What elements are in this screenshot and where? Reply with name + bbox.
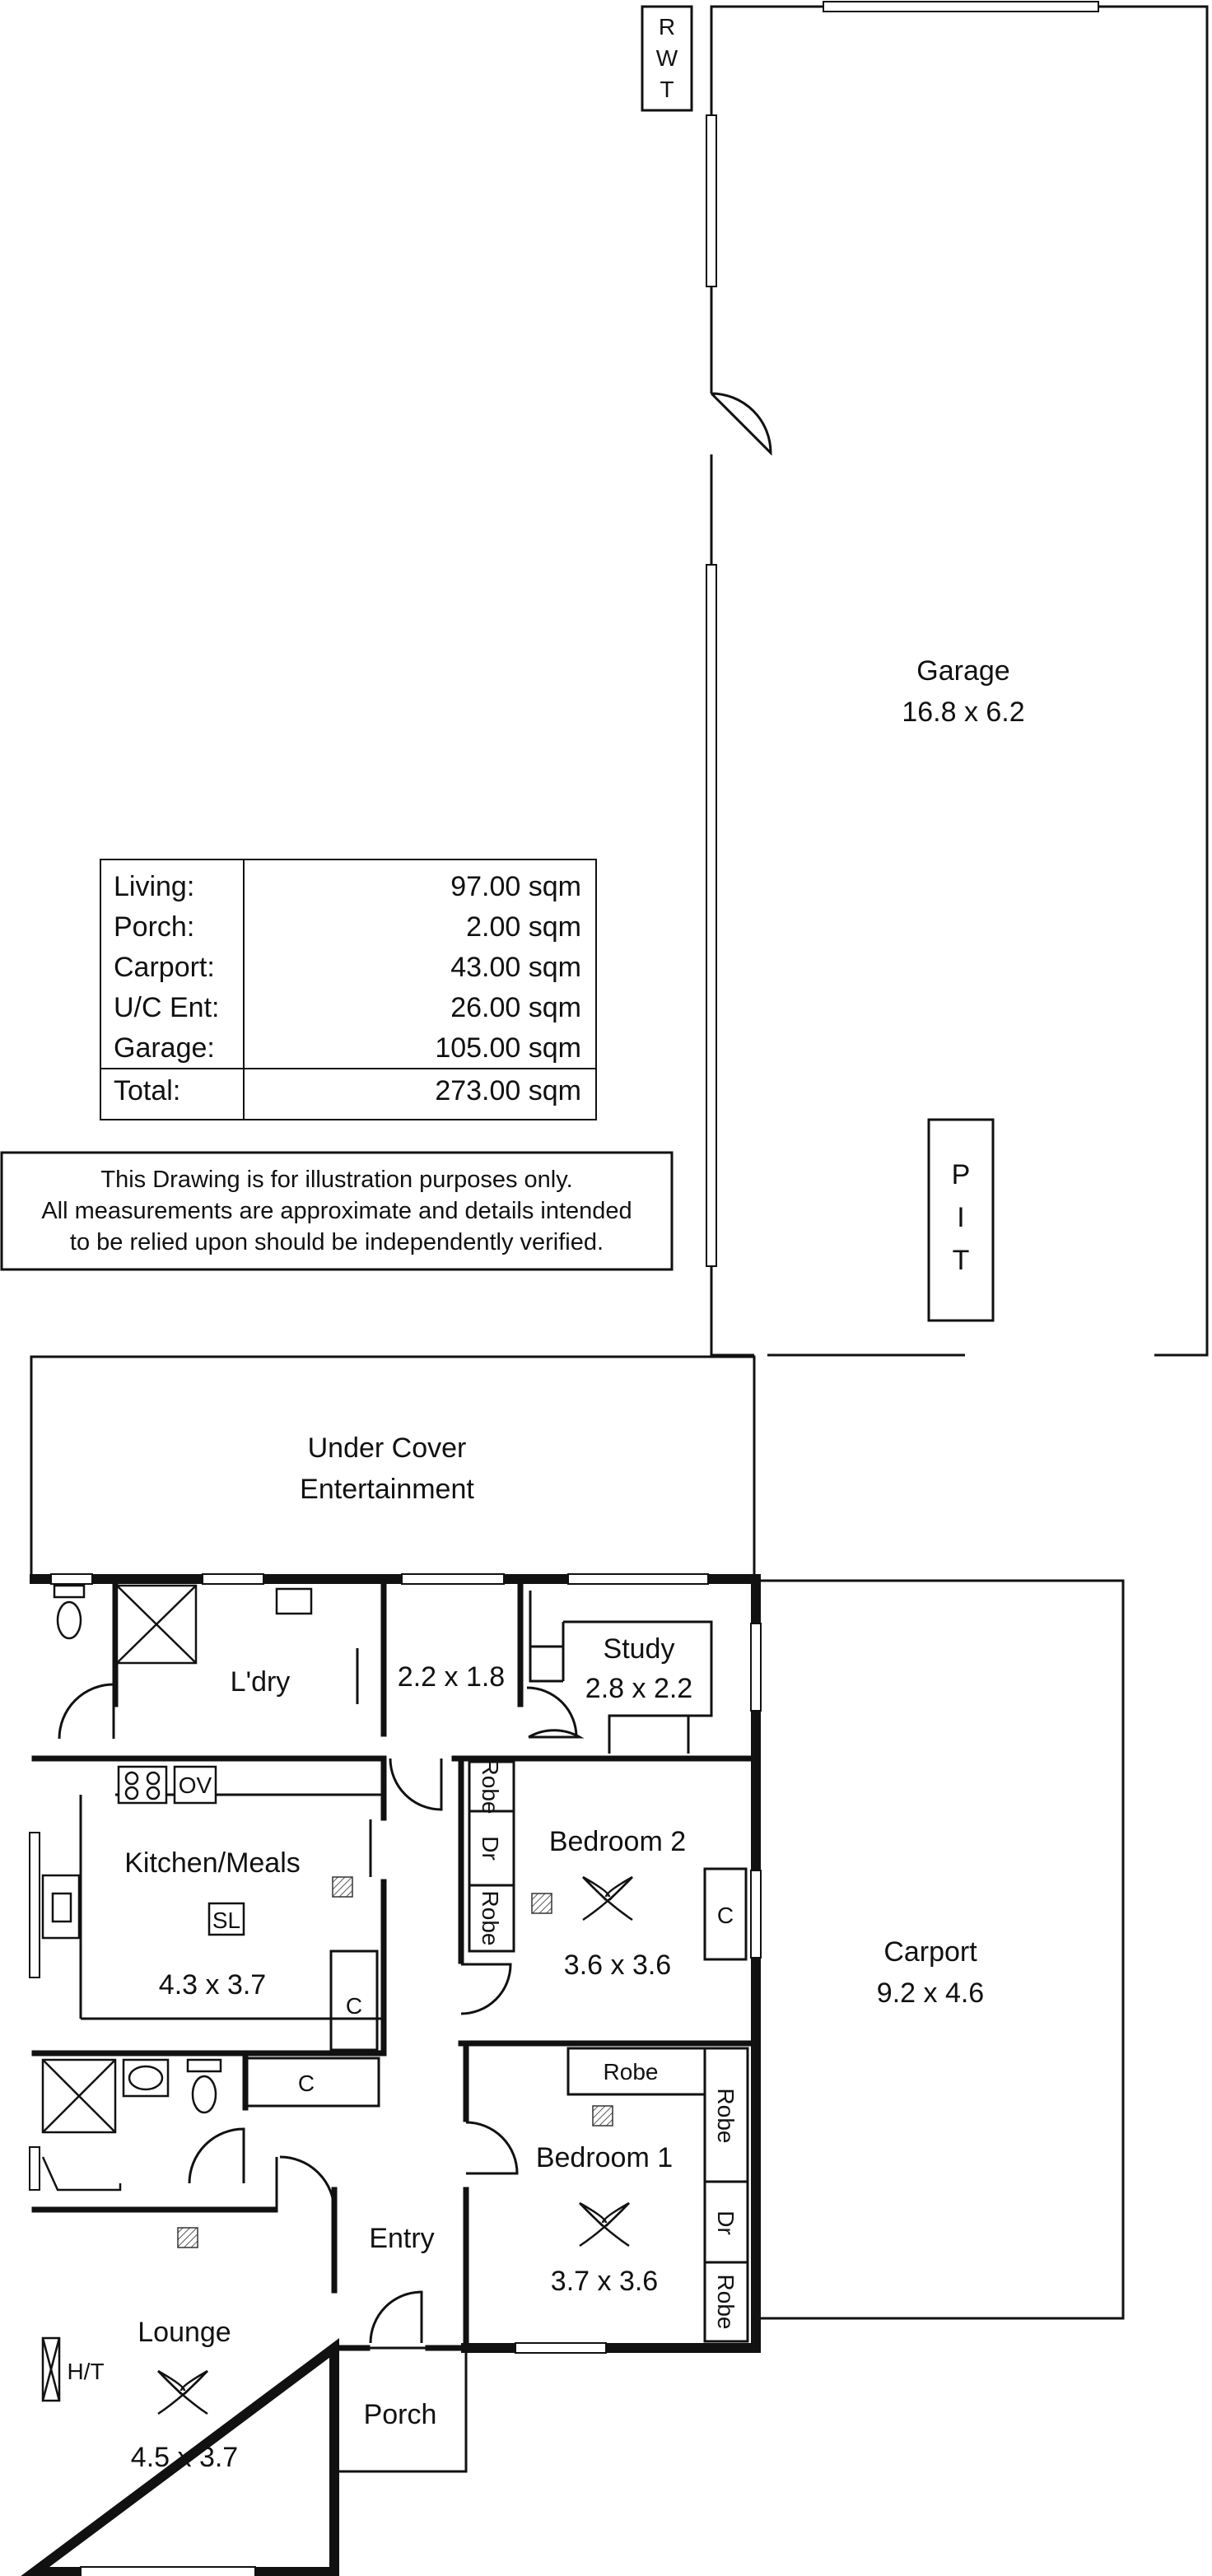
light-icon (532, 1894, 552, 1913)
hall-door (390, 1758, 441, 1810)
rwt-letter-r: R (658, 14, 676, 40)
area-value-garage: 105.00 sqm (435, 1032, 581, 1064)
vanity-icon (43, 2157, 120, 2190)
bedroom-1-robe-right-bottom: Robe (713, 2274, 739, 2330)
cooktop-icon (119, 1767, 166, 1803)
bedroom-1-label: Bedroom 1 (535, 2142, 674, 2173)
kitchen-cupboard-label: C (345, 1993, 363, 2019)
light-icon (333, 1877, 352, 1897)
heater-icon (43, 2338, 59, 2401)
garage-window-top (823, 2, 1098, 12)
rainwater-tank (642, 7, 692, 110)
lounge-label: Lounge (138, 2317, 231, 2348)
bedroom-1-robe-right-top: Robe (713, 2088, 739, 2144)
area-label-total: Total: (114, 1075, 181, 1106)
bedroom-2-label: Bedroom 2 (548, 1826, 687, 1857)
area-value-living: 97.00 sqm (450, 871, 581, 902)
bedroom-2-robe-top: Robe (478, 1758, 503, 1814)
heater-label: H/T (67, 2359, 105, 2384)
study-dims: 2.8 x 2.2 (585, 1673, 693, 1704)
bedroom-2-cupboard-label: C (716, 1903, 734, 1928)
area-value-total: 273.00 sqm (435, 1075, 581, 1106)
area-value-carport: 43.00 sqm (450, 952, 581, 983)
toilet-icon (54, 1586, 84, 1638)
garage-window-left-1 (706, 115, 716, 286)
doors (59, 1648, 580, 2343)
disclaimer-line-2: All measurements are approximate and details intended (41, 1198, 632, 1224)
carport-label: Carport (883, 1936, 977, 1968)
bedroom-2-dims: 3.6 x 3.6 (563, 1949, 672, 1981)
bedroom-1-door (466, 2122, 517, 2173)
laundry-wc-door (59, 1684, 114, 1739)
light-icon (593, 2106, 613, 2126)
kitchen-dims: 4.3 x 3.7 (158, 1969, 267, 2001)
oven-label: OV (178, 1772, 212, 1798)
area-label-porch: Porch: (114, 911, 195, 943)
basin-icon (124, 2060, 168, 2096)
under-cover-entertainment (31, 1357, 754, 1579)
garage-dims: 16.8 x 6.2 (902, 696, 1025, 728)
lounge-dims: 4.5 x 3.7 (130, 2442, 239, 2473)
area-value-porch: 2.00 sqm (466, 911, 581, 943)
bathroom-shower-icon (43, 2060, 115, 2132)
laundry-label: L'dry (230, 1666, 291, 1698)
laundry-hall-dims: 2.2 x 1.8 (397, 1661, 506, 1693)
uc-ent-label-line-2: Entertainment (300, 1474, 474, 1505)
kitchen-sink-icon (43, 1875, 79, 1938)
bedroom-1-robe-top: Robe (603, 2059, 659, 2085)
disclaimer-line-1: This Drawing is for illustration purposes only. (100, 1167, 573, 1193)
garage-side-door (711, 394, 771, 453)
rwt-letter-t: T (660, 77, 674, 102)
garage-label: Garage (916, 655, 1010, 687)
bedroom-1-dresser: Dr (713, 2210, 739, 2235)
pit-letter-p: P (951, 1159, 971, 1190)
toilet-2-icon (188, 2060, 221, 2113)
porch-label: Porch (363, 2399, 437, 2430)
bathroom-door (189, 2129, 244, 2183)
study-door (529, 1731, 580, 1737)
entry-label: Entry (369, 2223, 435, 2254)
disclaimer-box (2, 1153, 672, 1269)
rwt-letter-w: W (655, 45, 678, 71)
bedroom-1-dims: 3.7 x 3.6 (550, 2266, 659, 2297)
shower-icon (117, 1586, 196, 1663)
area-label-uc-ent: U/C Ent: (114, 992, 220, 1023)
porch (334, 2348, 466, 2471)
bedroom-2-door (461, 1964, 510, 2014)
area-label-garage: Garage: (114, 1032, 215, 1064)
sink-label: SL (212, 1908, 241, 1933)
area-label-living: Living: (114, 871, 195, 902)
uc-ent-label-line-1: Under Cover (307, 1432, 467, 1464)
ceiling-fan-icon (158, 2371, 207, 2414)
carport-dims: 9.2 x 4.6 (876, 1977, 985, 2009)
pit-letter-t: T (952, 1245, 970, 1276)
area-table (100, 859, 596, 1120)
kitchen-label: Kitchen/Meals (124, 1847, 301, 1879)
lounge-door (277, 2157, 334, 2211)
area-label-carport: Carport: (114, 952, 215, 983)
area-value-uc-ent: 26.00 sqm (450, 992, 581, 1023)
front-door (371, 2292, 422, 2343)
laundry-tub-icon (277, 1589, 311, 1614)
light-icon (178, 2228, 198, 2248)
hall-cupboard-label: C (297, 2071, 315, 2096)
bedroom-2-dresser: Dr (478, 1836, 503, 1861)
study-label: Study (603, 1633, 675, 1665)
carport (758, 1581, 1123, 2318)
pit-letter-i: I (957, 1202, 965, 1233)
ceiling-fan-icon (583, 1877, 632, 1920)
garage-window-left-2 (706, 565, 716, 1266)
disclaimer-line-3: to be relied upon should be independently verified. (69, 1229, 604, 1255)
ceiling-fan-icon (580, 2203, 629, 2246)
garage (706, 2, 1207, 1355)
bedroom-2-robe-bottom: Robe (478, 1890, 503, 1946)
